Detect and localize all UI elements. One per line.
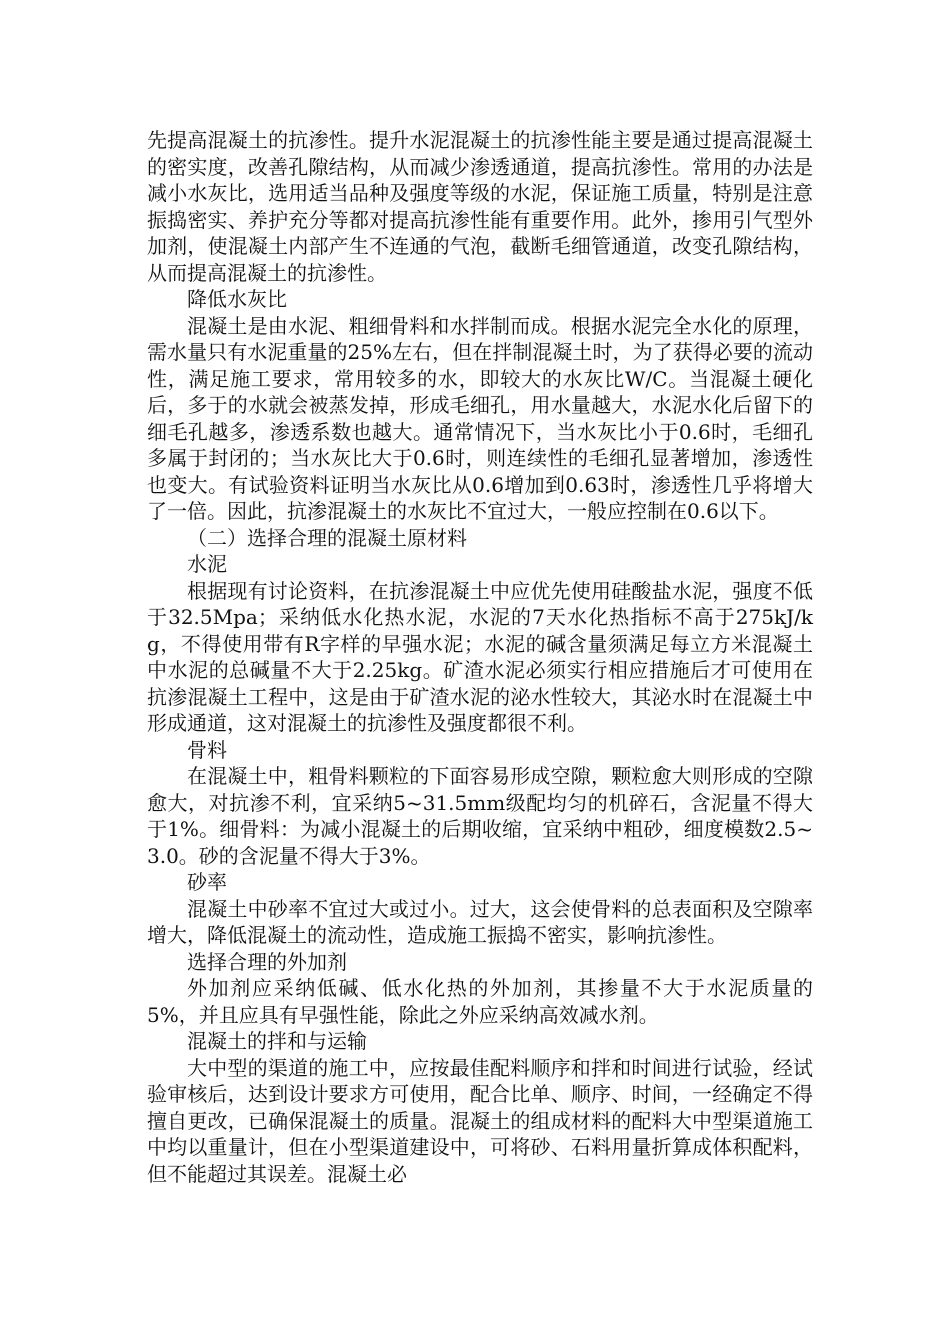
- paragraph-intro: 先提高混凝土的抗渗性。提升水泥混凝土的抗渗性能主要是通过提高混凝土的密实度，改善孔隙结构，从而减少渗透通道，提高抗渗性。常用的办法是减小水灰比，选用适当品种及强度等级的水泥，保证施工质量，特别是注意振捣密实、养护充分等都对提高抗渗性能有重要作用。此外，掺用引气型外加剂，使混凝土内部产生不连通的气泡，截断毛细管通道，改变孔隙结构，从而提高混凝土的抗渗性。: [147, 128, 813, 285]
- subsection-heading-aggregate: 骨料: [187, 737, 227, 762]
- subsection-heading-sand-ratio: 砂率: [187, 870, 227, 894]
- paragraph-mixing-transport: 大中型的渠道的施工中，应按最佳配料顺序和拌和时间进行试验，经试验审核后，达到设计要求方可使用，配合比单、顺序、时间，一经确定不得擅自更改，已确保混凝土的质量。混凝土的组成材料的配料大中型渠道施工中均以重量计，但在小型渠道建设中，可将砂、石料用量折算成体积配料，但不能超过其误差。混凝土必: [147, 1055, 813, 1186]
- section-heading-water-cement-ratio: 降低水灰比: [187, 287, 287, 311]
- subsection-heading-admixture: 选择合理的外加剂: [187, 949, 347, 974]
- section-heading-raw-materials: （二）选择合理的混凝土原材料: [187, 525, 467, 550]
- paragraph-water-cement-ratio: 混凝土是由水泥、粗细骨料和水拌制而成。根据水泥完全水化的原理，需水量只有水泥重量的25%左右，但在拌制混凝土时，为了获得必要的流动性，满足施工要求，常用较多的水，即较大的水灰比W/C。当混凝土硬化后，多于的水就会被蒸发掉，形成毛细孔，用水量越大，水泥水化后留下的细毛孔越多，渗透系数也越大。通常情况下，当水灰比小于0.6时，毛细孔多属于封闭的；当水灰比大于0.6时，则连续性的毛细孔显著增加，渗透性也变大。有试验资料证明当水灰比从0.6增加到0.63时，渗透性几乎将增大了一倍。因此，抗渗混凝土的水灰比不宜过大，一般应控制在0.6以下。: [147, 313, 813, 523]
- subsection-heading-mixing-transport: 混凝土的拌和与运输: [187, 1029, 367, 1053]
- paragraph-cement: 根据现有讨论资料，在抗渗混凝土中应优先使用硅酸盐水泥，强度不低于32.5Mpa；采纳低水化热水泥，水泥的7天水化热指标不高于275kJ/kg，不得使用带有R字样的早强水泥；水泥的碱含量须满足每立方米混凝土中水泥的总碱量不大于2.25kg。矿渣水泥必须实行相应措施后才可使用在抗渗混凝土工程中，这是由于矿渣水泥的泌水性较大，其泌水时在混凝土中形成通道，这对混凝土的抗渗性及强度都很不利。: [147, 578, 813, 735]
- paragraph-sand-ratio: 混凝土中砂率不宜过大或过小。过大，这会使骨料的总表面积及空隙率增大，降低混凝土的流动性，造成施工振捣不密实，影响抗渗性。: [147, 896, 813, 947]
- document-body: [147, 127, 813, 1187]
- paragraph-admixture: 外加剂应采纳低碱、低水化热的外加剂，其掺量不大于水泥质量的5%，并且应具有早强性能，除此之外应采纳高效减水剂。: [147, 976, 813, 1027]
- paragraph-aggregate: 在混凝土中，粗骨料颗粒的下面容易形成空隙，颗粒愈大则形成的空隙愈大，对抗渗不利，宜采纳5~31.5mm级配均匀的机碎石，含泥量不得大于1%。细骨料：为减小混凝土的后期收缩，宜采纳中粗砂，细度模数2.5~3.0。砂的含泥量不得大于3%。: [147, 764, 813, 868]
- subsection-heading-cement: 水泥: [187, 552, 227, 576]
